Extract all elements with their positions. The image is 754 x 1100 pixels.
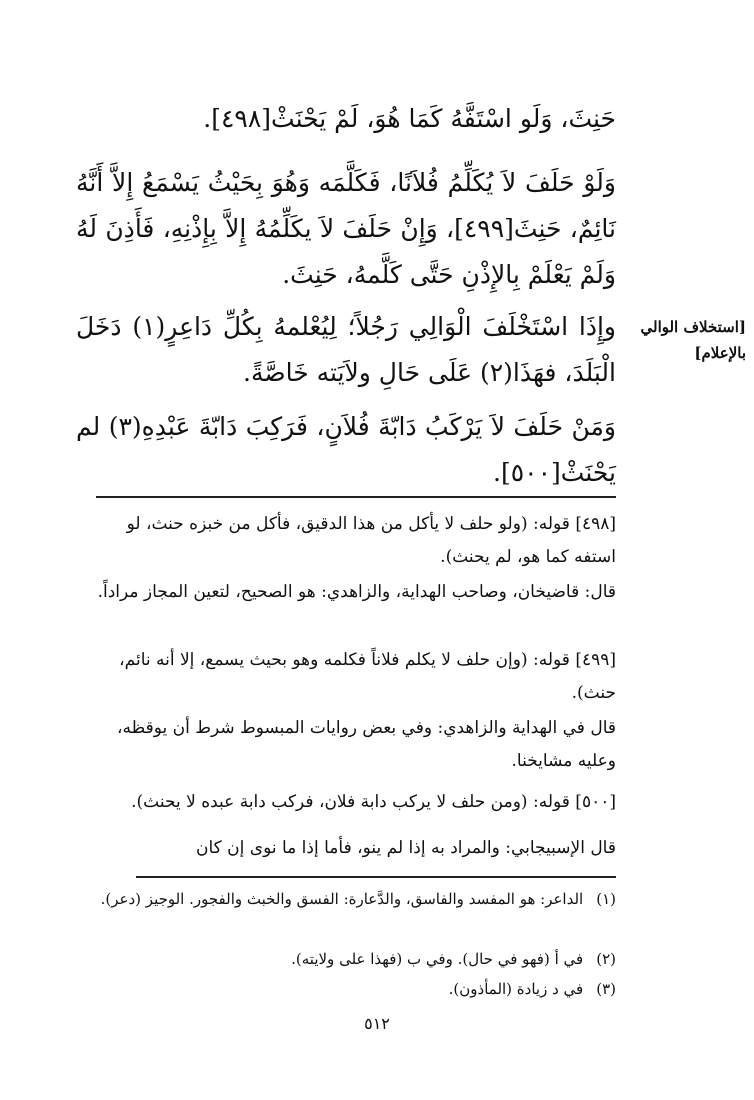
commentary-499-body: قال في الهداية والزاهدي: وفي بعض روايات المبسوط شرط أن يوقظه، وعليه مشايخنا. xyxy=(117,718,616,771)
commentary-500-body: قال الإسبيجابي: والمراد به إذا لم ينو، فأما إذا ما نوى إن كان xyxy=(196,838,616,858)
footnote-number: (٢) xyxy=(596,950,616,968)
main-text-paragraph-4: وَمَنْ حَلَفَ لاَ يَرْكَبُ دَابّةَ فُلاَنٍ، فَرَكِبَ دَابّةَ عَبْدِهِ(٣) لم يَحْنَثْ[٥٠٠]. xyxy=(76,412,616,487)
main-text-paragraph-3: وإِذَا اسْتَخْلَفَ الْوَالِي رَجُلاً؛ لِيُعْلمهُ بِكُلِّ دَاعِرٍ(١) دَخَلَ الْبَلَدَ، فهَذَا(٢) عَلَى حَالِ ولاَيَته خَاصَّةً. xyxy=(76,312,616,387)
footnote-number: (١) xyxy=(596,890,616,908)
commentary-499-heading: [٤٩٩] قوله: (وإن حلف لا يكلم فلاناً فكلمه وهو بحيث يسمع، إلا أنه نائم، حنث). xyxy=(119,650,616,703)
footnote-text: الداعر: هو المفسد والفاسق، والدَّعارة: الفسق والخبث والفجور. الوجيز (دعر). xyxy=(100,890,584,908)
footnote-2 xyxy=(96,944,616,974)
footnote-number: (٣) xyxy=(596,980,616,998)
commentary-498-heading: [٤٩٨] قوله: (ولو حلف لا يأكل من هذا الدقيق، فأكل من خبزه حنث، لو استفه كما هو، لم يحنث). xyxy=(126,514,616,567)
main-text-paragraph-2: وَلَوْ حَلَفَ لاَ يُكَلِّمُ فُلاَنًا، فَكَلَّمَه وَهُوَ بِحَيْثُ يَسْمَعُ إِلاَّ أَنَّهُ نَائِمٌ، حَنِثَ[٤٩٩]، وَإِنْ حَلَفَ لاَ يكَلِّمُهُ إِلاَّ بِإِذْنِهِ، فَأَذِنَ لَهُ وَلَمْ يَعْلَمْ بِالإِذْنِ حَتَّى كَلَّمهُ، حَنِثَ. xyxy=(76,168,616,289)
footnote-text: في د زيادة (المأذون). xyxy=(448,980,584,998)
footnote-1 xyxy=(96,884,616,914)
main-text-line-1: حَنِثَ، وَلَو اسْتَفَّهُ كَمَا هُوَ، لَمْ يَحْنَثْ[٤٩٨]. xyxy=(203,104,616,133)
footnote-3 xyxy=(96,974,616,1004)
commentary-divider xyxy=(96,496,616,498)
commentary-498-body: قال: قاضيخان، وصاحب الهداية، والزاهدي: هو الصحيح، لتعين المجاز مراداً. xyxy=(97,582,616,602)
page-number: ٥١٢ xyxy=(364,1014,390,1033)
side-heading: [استخلاف الوالي بالإعلام] xyxy=(640,318,746,362)
commentary-500-heading: [٥٠٠] قوله: (ومن حلف لا يركب دابة فلان، فركب دابة عبده لا يحنث). xyxy=(131,792,616,812)
footnote-divider xyxy=(136,876,616,878)
footnote-text: في أ (فهو في حال). وفي ب (فهذا على ولايته). xyxy=(291,950,584,968)
